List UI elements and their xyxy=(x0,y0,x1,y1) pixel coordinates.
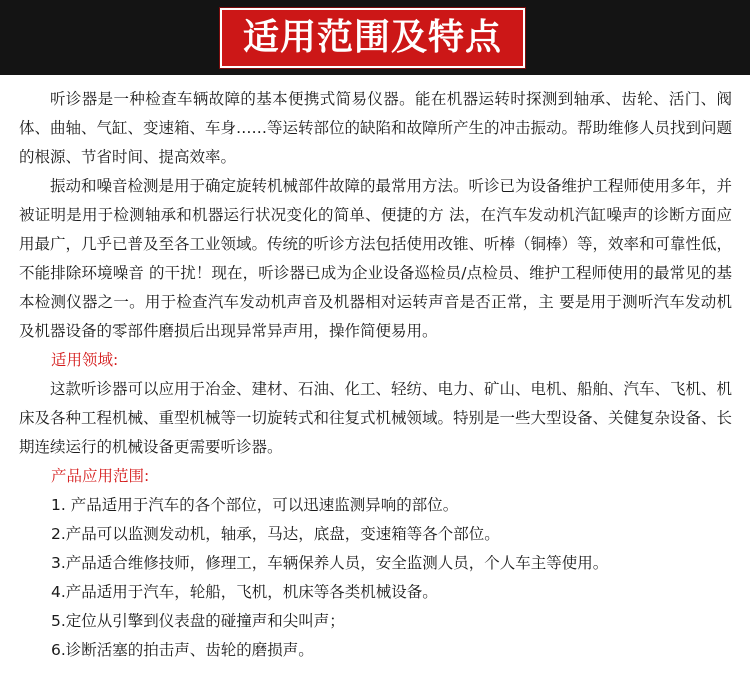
content-body xyxy=(19,85,732,665)
product-scope-heading: 产品应用范围: xyxy=(51,467,150,485)
applicable-fields-text: 这款听诊器可以应用于冶金、建材、石油、化工、轻纺、电力、矿山、电机、船舶、汽车、飞机、机床及各种工程机械、重型机械等一切旋转式和往复式机械领域。特别是一些大型设备、关健复杂设备、长期连续运行的机械设备更需要听诊器。 xyxy=(19,380,733,456)
list-item: 4.产品适用于汽车，轮船，飞机，机床等各类机械设备。 xyxy=(51,583,438,601)
list-item: 1. 产品适用于汽车的各个部位，可以迅速监测异响的部位。 xyxy=(51,496,459,514)
page-title: 适用范围及特点 xyxy=(220,8,525,68)
intro-paragraph-2: 振动和噪音检测是用于确定旋转机械部件故障的最常用方法。听诊已为设备维护工程师使用多年，并被证明是用于检测轴承和机器运行状况变化的简单、便捷的方 法，在汽车发动机汽缸噪声的诊断方面应用最广，几乎已普及至各工业领域。传统的听诊方法包括使用改锥、听棒（铜棒）等，效率和可靠性低，不能排除环境噪音 的干扰！现在，听诊器已成为企业设备巡检员/点检员、维护工程师使用的最常见的基本检测仪器之一。用于检查汽车发动机声音及机器相对运转声音是否正常，主 要是用于测听汽车发动机及机器设备的零部件磨损后出现异常异声用，操作简便易用。 xyxy=(19,177,733,340)
list-item: 3.产品适合维修技师，修理工，车辆保养人员，安全监测人员，个人车主等使用。 xyxy=(51,554,609,572)
list-item: 6.诊断活塞的拍击声、齿轮的磨损声。 xyxy=(51,641,314,659)
list-item: 5.定位从引擎到仪表盘的碰撞声和尖叫声； xyxy=(51,612,345,630)
applicable-fields-heading: 适用领域: xyxy=(51,351,119,369)
intro-paragraph-1: 听诊器是一种检查车辆故障的基本便携式简易仪器。能在机器运转时探测到轴承、齿轮、活门、阀体、曲轴、气缸、变速箱、车身……等运转部位的缺陷和故障所产生的冲击振动。帮助维修人员找到问题的根源、节省时间、提高效率。 xyxy=(19,90,733,166)
list-item: 2.产品可以监测发动机，轴承，马达，底盘，变速箱等各个部位。 xyxy=(51,525,500,543)
